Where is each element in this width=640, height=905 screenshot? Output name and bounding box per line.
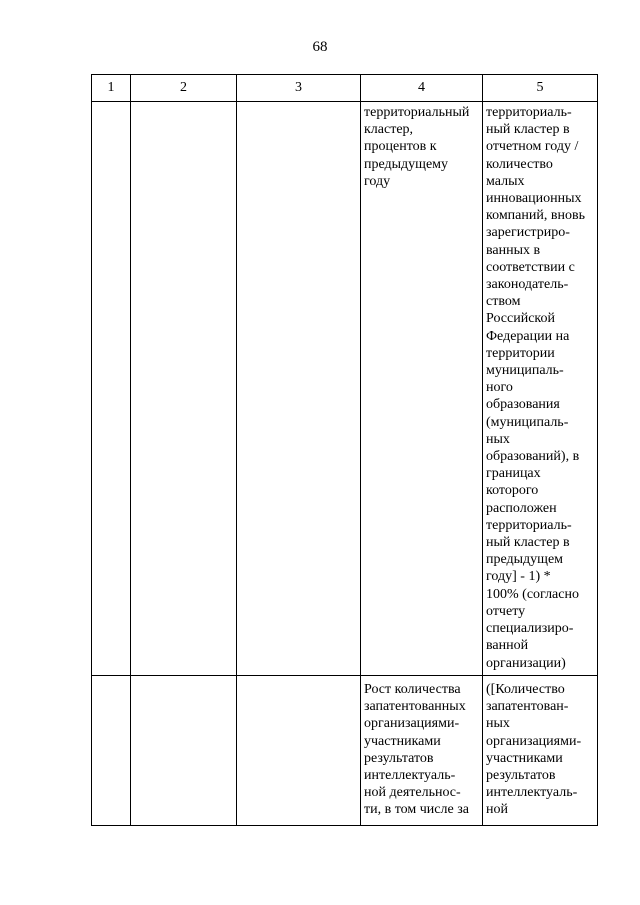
row2-col2-cell bbox=[131, 676, 237, 826]
indicator-table bbox=[91, 74, 598, 826]
row2-formula-cell: ([Количество запатентован- ных организациями- участниками результатов интеллектуаль- ной bbox=[483, 676, 598, 826]
header-cell-4: 4 bbox=[361, 75, 483, 102]
row2-col1-cell bbox=[92, 676, 131, 826]
row1-col1-cell bbox=[92, 102, 131, 676]
row1-formula-cell: территориаль- ный кластер в отчетном году / количество малых инновационных компаний, вновь зарегистриро- ванных в соответствии с законодатель- ством Российской Федерации на территории муниципаль- ного образования (муниципаль- ных образований), в границах которого расположен территориаль- ный кластер в предыдущем году] - 1) * 100% (согласно отчету специализиро- ванной организации) bbox=[483, 102, 598, 676]
row1-col2-cell bbox=[131, 102, 237, 676]
table-row bbox=[92, 102, 598, 676]
header-cell-3: 3 bbox=[237, 75, 361, 102]
row1-col3-cell bbox=[237, 102, 361, 676]
header-cell-5: 5 bbox=[483, 75, 598, 102]
table-header-row bbox=[92, 75, 598, 102]
row1-indicator-name-cell: территориальный кластер, процентов к предыдущему году bbox=[361, 102, 483, 676]
page-number: 68 bbox=[312, 39, 328, 55]
row2-indicator-name-cell: Рост количества запатентованных организациями- участниками результатов интеллектуаль- ной деятельнос- ти, в том числе за bbox=[361, 676, 483, 826]
row2-col3-cell bbox=[237, 676, 361, 826]
header-cell-2: 2 bbox=[131, 75, 237, 102]
header-cell-1: 1 bbox=[92, 75, 131, 102]
table-row bbox=[92, 676, 598, 826]
